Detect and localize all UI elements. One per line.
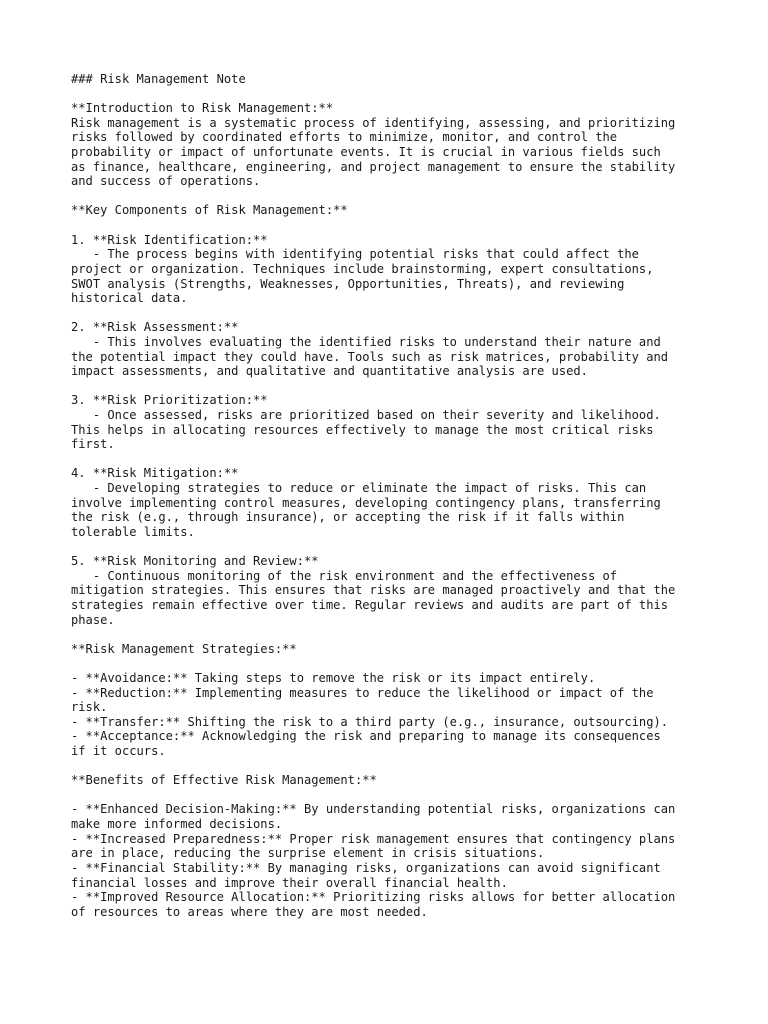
document-line: - **Increased Preparedness:** Proper risk management ensures that contingency plans <box>71 831 676 846</box>
document-line <box>71 189 711 204</box>
document-line: - **Financial Stability:** By managing risks, organizations can avoid significant <box>71 860 661 875</box>
document-line: 3. **Risk Prioritization:** <box>71 393 268 408</box>
document-line: phase. <box>71 612 115 627</box>
document-line: - **Transfer:** Shifting the risk to a third party (e.g., insurance, outsourcing). <box>71 714 669 729</box>
document-line: - Continuous monitoring of the risk environment and the effectiveness of <box>71 568 618 583</box>
document-line: if it occurs. <box>71 744 166 759</box>
document-line: **Benefits of Effective Risk Management:** <box>71 773 377 788</box>
document-line: - **Acceptance:** Acknowledging the risk and preparing to manage its consequences <box>71 729 661 744</box>
document-line: **Introduction to Risk Management:** <box>71 101 334 116</box>
document-line: project or organization. Techniques include brainstorming, expert consultations, <box>71 261 654 276</box>
document-line: are in place, reducing the surprise element in crisis situations. <box>71 846 545 861</box>
document-line: **Risk Management Strategies:** <box>71 641 297 656</box>
document-line <box>71 452 711 467</box>
document-line: - This involves evaluating the identified risks to understand their nature and <box>71 334 661 349</box>
document-line: risks followed by coordinated efforts to minimize, monitor, and control the <box>71 130 618 145</box>
document-line: **Key Components of Risk Management:** <box>71 203 348 218</box>
document-line: SWOT analysis (Strengths, Weaknesses, Opportunities, Threats), and reviewing <box>71 276 625 291</box>
document-line: 5. **Risk Monitoring and Review:** <box>71 554 319 569</box>
document-line: make more informed decisions. <box>71 817 283 832</box>
document-line: probability or impact of unfortunate events. It is crucial in various fields such <box>71 145 661 160</box>
document-line: risk. <box>71 700 108 715</box>
document-line: - Developing strategies to reduce or eliminate the impact of risks. This can <box>71 481 647 496</box>
document-line <box>71 540 711 555</box>
document-line: 4. **Risk Mitigation:** <box>71 466 239 481</box>
document-line <box>71 218 711 233</box>
document-line: the risk (e.g., through insurance), or accepting the risk if it falls within <box>71 510 625 525</box>
document-line: first. <box>71 437 115 452</box>
document-line <box>71 759 711 774</box>
document-line: mitigation strategies. This ensures that risks are managed proactively and that the <box>71 583 676 598</box>
document-line: ### Risk Management Note <box>71 72 246 86</box>
document-line: involve implementing control measures, developing contingency plans, transferring <box>71 495 661 510</box>
document-line <box>71 627 711 642</box>
document-line <box>71 87 711 102</box>
document-line: as finance, healthcare, engineering, and project management to ensure the stability <box>71 159 676 174</box>
document-line: historical data. <box>71 291 188 306</box>
document-line: tolerable limits. <box>71 524 195 539</box>
document-line: Risk management is a systematic process of identifying, assessing, and prioritizing <box>71 115 676 130</box>
document-body <box>71 72 711 919</box>
document-line: - **Improved Resource Allocation:** Prioritizing risks allows for better allocation <box>71 890 676 905</box>
document-line: impact assessments, and qualitative and quantitative analysis are used. <box>71 364 588 379</box>
document-line: 2. **Risk Assessment:** <box>71 320 239 335</box>
document-line <box>71 306 711 321</box>
document-line: - The process begins with identifying potential risks that could affect the <box>71 247 639 262</box>
document-line <box>71 379 711 394</box>
document-line: strategies remain effective over time. Regular reviews and audits are part of this <box>71 597 669 612</box>
document-line: 1. **Risk Identification:** <box>71 232 268 247</box>
document-line: - **Reduction:** Implementing measures to reduce the likelihood or impact of the <box>71 685 654 700</box>
document-line: and success of operations. <box>71 174 261 189</box>
document-line: of resources to areas where they are most needed. <box>71 904 428 919</box>
document-line: - **Enhanced Decision-Making:** By understanding potential risks, organizations can <box>71 802 676 817</box>
document-line: - Once assessed, risks are prioritized based on their severity and likelihood. <box>71 408 661 423</box>
document-line: - **Avoidance:** Taking steps to remove the risk or its impact entirely. <box>71 670 596 685</box>
document-line: This helps in allocating resources effectively to manage the most critical risks <box>71 422 654 437</box>
document-line: the potential impact they could have. Tools such as risk matrices, probability and <box>71 349 669 364</box>
document-line: financial losses and improve their overall financial health. <box>71 875 508 890</box>
document-line <box>71 656 711 671</box>
document-line <box>71 788 711 803</box>
